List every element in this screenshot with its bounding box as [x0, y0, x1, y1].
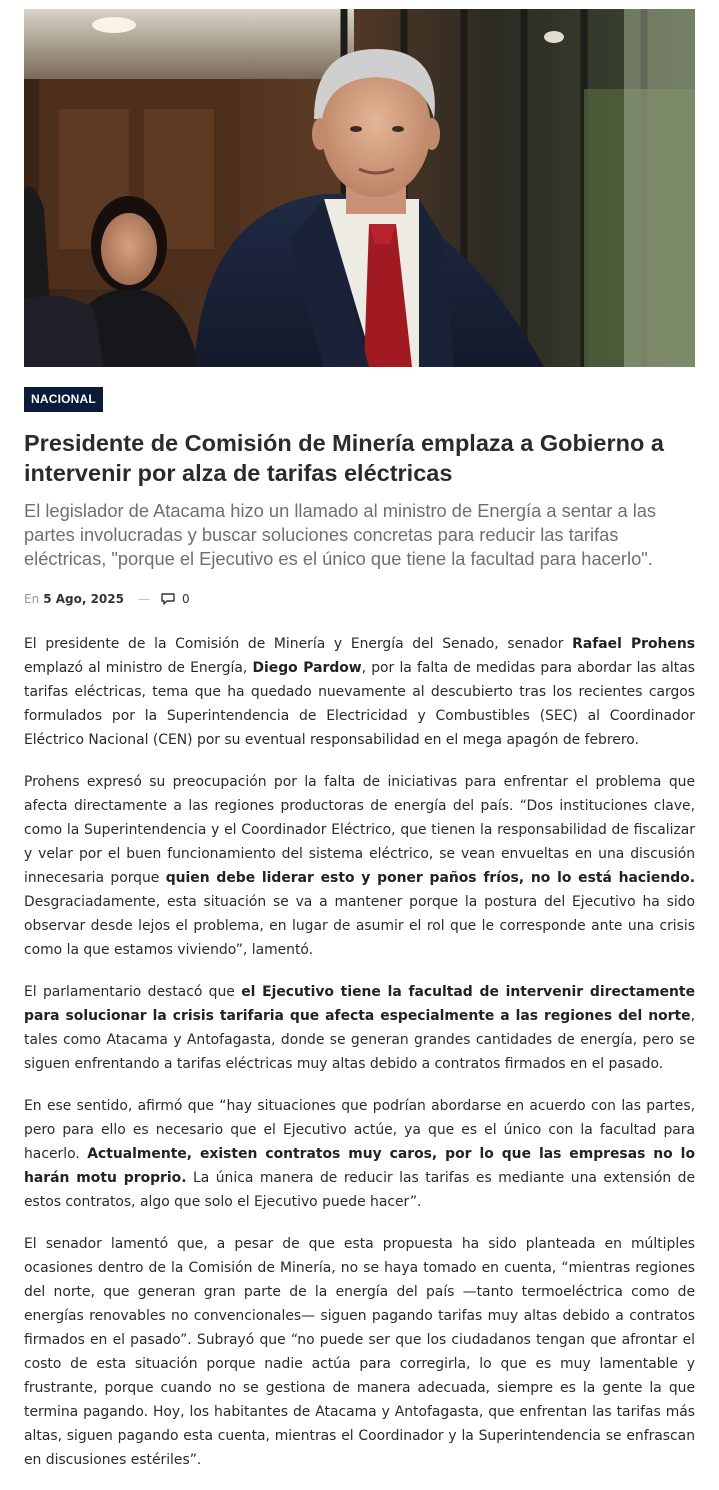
article-paragraph [24, 980, 695, 1076]
text-run: Prohens expresó su preocupación por la falta de iniciativas para enfrentar el problema que afecta directamente a las regiones productoras de energía del país. “Dos instituciones clave, como la Superintendencia y el Coordinador Eléctrico, que tienen la responsabilidad de fiscalizar y velar por el buen funcionamiento del sistema eléctrico, se vean envueltas en una discusión innecesaria porque [24, 774, 695, 886]
article-subtitle: El legislador de Atacama hizo un llamado al ministro de Energía a sentar a las partes involucradas y buscar soluciones concretas para reducir las tarifas eléctricas, "porque el Ejecutivo es el único que tiene la facultad para hacerlo". [24, 500, 657, 569]
text-run: emplazó al ministro de Energía, [24, 660, 253, 676]
category-badge[interactable]: NACIONAL [24, 387, 103, 412]
meta-prefix: En [24, 592, 40, 606]
text-run: El parlamentario destacó que [24, 984, 242, 1000]
article-paragraph [24, 632, 695, 752]
text-run: La única manera de reducir las tarifas es mediante una extensión de estos contratos, algo que solo el Ejecutivo puede hacer”. [24, 1170, 695, 1210]
meta-separator: — [137, 592, 150, 606]
article-title: Presidente de Comisión de Minería emplaza a Gobierno a intervenir por alza de tarifas eléctricas [24, 430, 664, 486]
hero-photo [24, 9, 695, 367]
text-run: , tales como Atacama y Antofagasta, donde se generan grandes cantidades de energía, pero se siguen enfrentando a tarifas eléctricas muy altas debido a contratos firmados en el pasado. [24, 1008, 695, 1072]
text-run: En ese sentido, afirmó que “hay situaciones que podrían abordarse en acuerdo con las partes, pero para ello es necesario que el Ejecutivo actúe, ya que es el único con la facultad para hacerlo. [24, 1098, 695, 1162]
text-run: Desgraciadamente, esta situación se va a mantener porque la postura del Ejecutivo ha sido observar desde lejos el problema, en lugar de asumir el rol que le corresponde ante una crisis como la que estamos viviendo”, lamentó. [24, 894, 695, 958]
text-run: , por la falta de medidas para abordar las altas tarifas eléctricas, tema que ha quedado nuevamente al descubierto tras los recientes cargos formulados por la Superintendencia de Electricidad y Combustibles (SEC) al Coordinador Eléctrico Nacional (CEN) por su eventual responsabilidad en el mega apagón de febrero. [24, 660, 695, 748]
bold-text: Actualmente, existen contratos muy caros, por lo que las empresas no lo harán motu proprio. [24, 1146, 695, 1186]
bold-text: el Ejecutivo tiene la facultad de intervenir directamente para solucionar la crisis tarifaria que afecta especialmente a las regiones del norte [24, 984, 695, 1024]
comment-count[interactable]: 0 [181, 592, 190, 606]
article-paragraph [24, 1232, 695, 1472]
text-run: El senador lamentó que, a pesar de que esta propuesta ha sido planteada en múltiples ocasiones dentro de la Comisión de Minería, no se haya tomado en cuenta, “mientras regiones del norte, que generan gran parte de la energía del país —tanto termoeléctrica como de energías renovables no convencionales— siguen pagando tarifas muy altas debido a contratos firmados en el pasado”. Subrayó que “no puede ser que los ciudadanos tengan que afrontar el costo de esta situación porque nadie actúa para corregirla, lo que es muy lamentable y frustrante, porque cuando no se gestiona de manera adecuada, siempre es la gente la que termina pagando. Hoy, los habitantes de Atacama y Antofagasta, que enfrentan las tarifas más altas, siguen pagando esta cuenta, mientras el Coordinador y la Superintendencia se enfrascan en discusiones estériles”. [24, 1236, 695, 1468]
comment-icon[interactable] [160, 592, 176, 606]
article-paragraph [24, 770, 695, 962]
article-paragraph [24, 1094, 695, 1214]
bold-text: Diego Pardow [252, 660, 362, 676]
text-run: El presidente de la Comisión de Minería y Energía del Senado, senador [24, 636, 573, 652]
article-body [24, 632, 695, 1490]
bold-text: quien debe liderar esto y poner paños fríos, no lo está haciendo. [165, 870, 695, 886]
article-meta [24, 589, 190, 609]
bold-text: Rafael Prohens [572, 636, 695, 652]
publish-date[interactable]: 5 Ago, 2025 [43, 592, 124, 606]
